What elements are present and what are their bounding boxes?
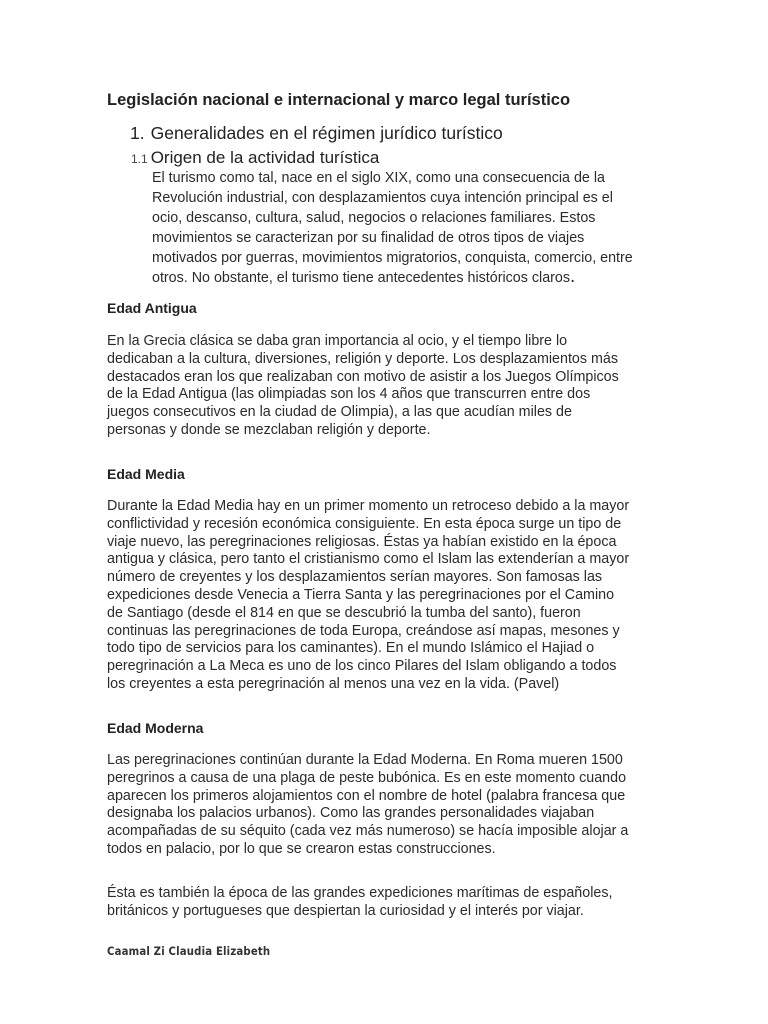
section-heading-antigua: Edad Antigua — [107, 300, 197, 316]
text-line: El turismo como tal, nace en el siglo XIX, como una consecuencia de la — [152, 170, 605, 186]
list-item-1-number: 1. — [130, 123, 145, 143]
text-line: destacados eran los que realizaban con motivo de asistir a los Juegos Olímpicos — [107, 368, 619, 385]
text-line: motivados por guerras, movimientos migratorios, conquista, comercio, entre — [152, 250, 633, 267]
text-line: antigua y clásica, pero tanto el cristianismo como el Islam las extenderían a mayor — [107, 551, 630, 568]
text-line: movimientos se caracterizan por su finalidad de otros tipos de viajes — [152, 230, 585, 247]
text-line: dedicaban a la cultura, diversiones, religión y deporte. Los desplazamientos más — [107, 350, 619, 367]
text-line: Las peregrinaciones continúan durante la Edad Moderna. En Roma mueren 1500 — [107, 752, 623, 768]
text-line: de la Edad Antigua (las olimpiadas son los 4 años que transcurren entre dos — [107, 386, 591, 403]
intro-period: . — [570, 266, 576, 288]
text-line: Revolución industrial, con desplazamientos cuya intención principal es el — [152, 190, 613, 207]
list-item-1-1 — [131, 148, 379, 168]
paragraph-antigua — [107, 333, 687, 440]
text-line: continuas las peregrinaciones de toda Europa, creándose así mapas, mesones y — [107, 622, 620, 639]
text-line: juegos consecutivos en la ciudad de Olimpia), a las que acudían miles de — [107, 404, 572, 421]
text-line: expediciones desde Venecia a Tierra Santa y las peregrinaciones por el Camino — [107, 586, 615, 603]
list-item-1-1-text: Origen de la actividad turística — [150, 148, 380, 167]
author-name: Caamal Zi Claudia Elizabeth — [107, 944, 271, 958]
text-line: conflictividad y recesión económica consiguiente. En esta época surge un tipo de — [107, 515, 622, 532]
text-line: peregrinación a La Meca es uno de los cinco Pilares del Islam obligando a todos — [107, 658, 617, 675]
text-line: de Santiago (desde el 814 en que se descubrió la tumba del santo), fueron — [107, 604, 581, 621]
document-title: Legislación nacional e internacional y marco legal turístico — [107, 91, 571, 109]
list-item-1 — [130, 123, 503, 144]
text-line: viaje nuevo, las peregrinaciones religiosas. Éstas ya habían existido en la época — [107, 533, 617, 550]
text-line: británicos y portugueses que despiertan la curiosidad y el interés por viajar. — [107, 902, 584, 919]
text-line: otros. No obstante, el turismo tiene antecedentes históricos claros — [152, 270, 571, 287]
text-line: ocio, descanso, cultura, salud, negocios o relaciones familiares. Estos — [152, 210, 596, 227]
paragraph-media — [107, 498, 687, 694]
list-item-1-1-number: 1.1 — [131, 152, 148, 166]
text-line: todo tipo de servicios para los caminantes). En el mundo Islámico el Hajiad o — [107, 640, 595, 657]
text-line: Durante la Edad Media hay en un primer momento un retroceso debido a la mayor — [107, 498, 630, 514]
intro-paragraph — [152, 168, 692, 289]
text-line: acompañadas de su séquito (cada vez más numeroso) se hacía imposible alojar a — [107, 823, 629, 840]
text-line: personas y donde se mezclaban religión y deporte. — [107, 421, 431, 438]
list-item-1-text: Generalidades en el régimen jurídico turístico — [150, 123, 503, 143]
text-line: los creyentes a esta peregrinación al menos una vez en la vida. (Pavel) — [107, 675, 560, 692]
text-line: Ésta es también la época de las grandes expediciones marítimas de españoles, — [107, 885, 613, 901]
paragraph-moderna-2 — [107, 885, 687, 921]
text-line: aparecen los primeros alojamientos con el nombre de hotel (palabra francesa que — [107, 787, 626, 804]
section-heading-moderna: Edad Moderna — [107, 720, 204, 736]
text-line: todos en palacio, por lo que se crearon estas construcciones. — [107, 840, 496, 857]
text-line-last — [152, 268, 692, 288]
text-line: En la Grecia clásica se daba gran importancia al ocio, y el tiempo libre lo — [107, 333, 568, 349]
text-line: peregrinos a causa de una plaga de peste bubónica. Es en este momento cuando — [107, 769, 627, 786]
text-line: número de creyentes y los desplazamientos serían mayores. Son famosas las — [107, 569, 603, 586]
paragraph-moderna — [107, 752, 687, 859]
text-line: designaba los palacios urbanos). Como las grandes personalidades viajaban — [107, 805, 595, 822]
section-heading-media: Edad Media — [107, 466, 185, 482]
